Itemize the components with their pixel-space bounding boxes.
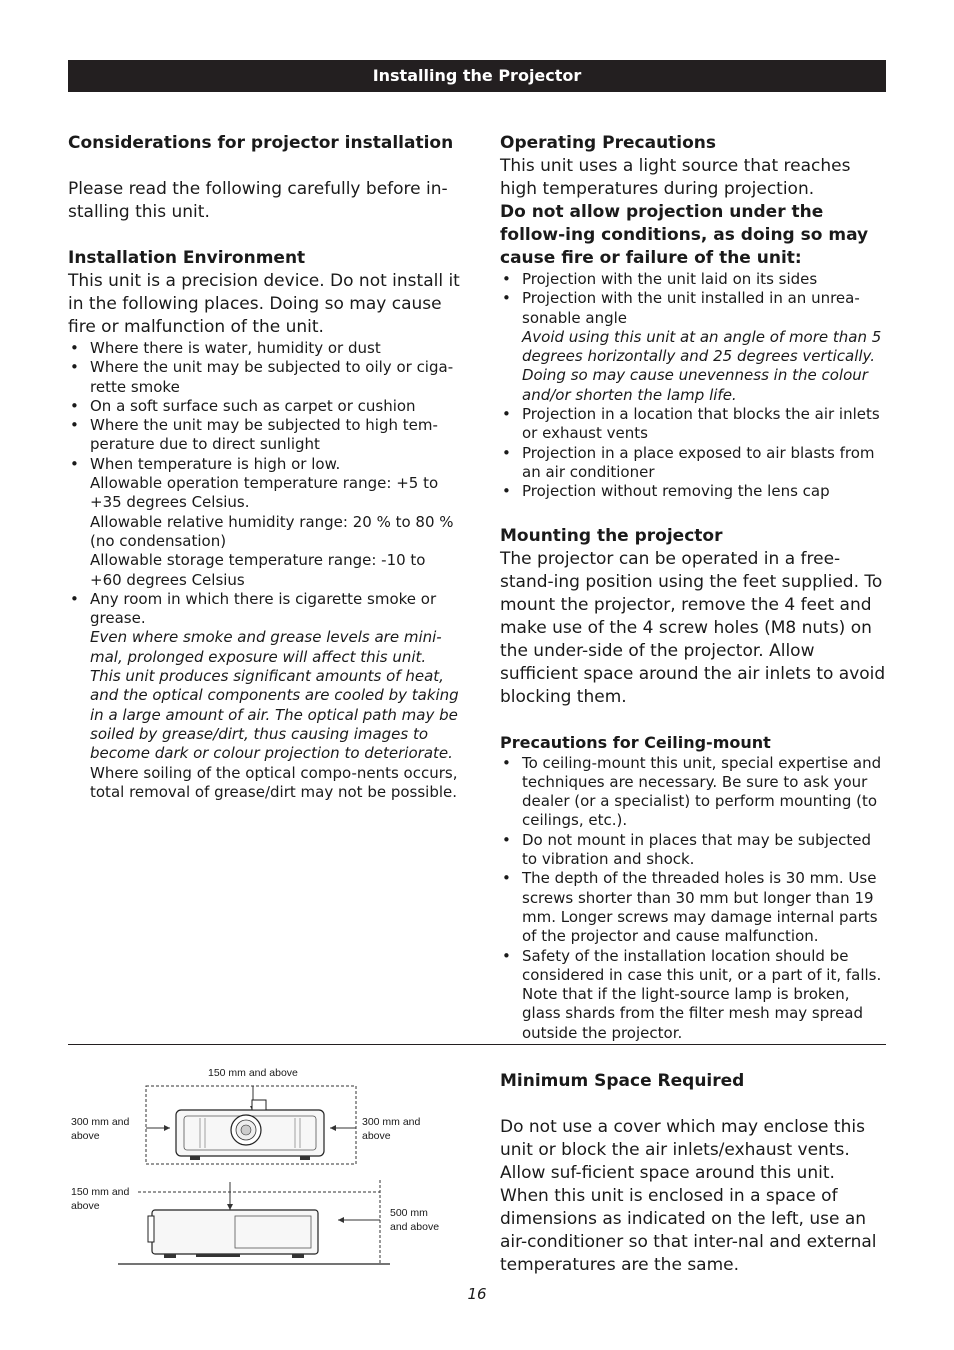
left-column [68,132,460,802]
left-arrow-head [164,1125,170,1131]
space-section [500,1070,886,1277]
list-item: • Where the unit may be subjected to oily or ciga-rette smoke [68,358,460,397]
considerations-title: Considerations for projector installation [68,133,454,153]
right-arrow-head [330,1125,336,1131]
list-item: • Projection in a place exposed to air blasts from an air conditioner [500,444,886,483]
top-clearance-label: 150 mm and above [208,1067,298,1079]
list-item: • To ceiling-mount this unit, special expertise and techniques are necessary. Be sure to ask your dealer (or a specialist) to perform mounting (to ceilings, etc.). [500,754,886,831]
environment-list [68,339,460,802]
list-item: • When temperature is high or low. Allowable operation temperature range: +5 to +35 degrees Celsius. Allowable relative humidity range: 20 % to 80 % (no condensation) Allowable storage temperature range: -10 to +60 degrees Celsius [68,455,460,590]
operating-intro: This unit uses a light source that reaches high temperatures during projection. [500,156,851,199]
considerations-intro: Please read the following carefully before in-stalling this unit. [68,179,448,222]
projector-side-lens [148,1216,154,1242]
side-right-arrow-head [338,1217,344,1223]
angle-warning: Avoid using this unit at an angle of more than 5 degrees horizontally and 25 degrees vertically. Doing so may cause unevenness in the colour and/or shorten the lamp life. [522,327,882,404]
clearance-diagram-svg [60,1060,460,1270]
operating-warning: Do not allow projection under the follow-ing conditions, as doing so may cause fire or failure of the unit: [500,202,869,268]
ceiling-title: Precautions for Ceiling-mount [500,732,771,752]
side-right-clearance-label-1: 500 mm [390,1207,428,1219]
temp-operation: Allowable operation temperature range: +5 to +35 degrees Celsius. [90,474,439,512]
section-title: Installing the Projector [372,66,582,85]
right-column [500,132,886,1043]
list-item: • Projection with the unit laid on its sides [500,270,886,289]
projector-foot-right [300,1156,310,1160]
projector-top-vent [252,1100,266,1110]
list-item: • Where the unit may be subjected to high tem-perature due to direct sunlight [68,416,460,455]
list-item: • The depth of the threaded holes is 30 mm. Use screws shorter than 30 mm but longer than 19 mm. Longer screws may damage internal parts of the projector and cause malfunction. [500,869,886,946]
list-item: • Projection with the unit installed in an unrea-sonable angle Avoid using this unit at an angle of more than 5 degrees horizontally and 25 degrees vertically. Doing so may cause unevenness in the colour and/or shorten the lamp life. [500,289,886,405]
section-divider [68,1044,886,1045]
right-clearance-label-2: above [362,1130,391,1142]
operating-list [500,270,886,502]
operating-title: Operating Precautions [500,133,717,153]
projector-foot-left [190,1156,200,1160]
side-top-clearance-label-1: 150 mm and [71,1186,130,1198]
space-title: Minimum Space Required [500,1071,745,1091]
list-item: • Where there is water, humidity or dust [68,339,460,358]
page-number: 16 [467,1285,487,1303]
smoke-warning-italic: Even where smoke and grease levels are mini-mal, prolonged exposure will affect this unit. This unit produces significant amounts of heat, and the optical components are cooled by taking in a large amount of air. The optical path may be soiled by grease/dirt, thus causing images to become dark or colour projection to deteriorate. [90,628,459,763]
space-text: Do not use a cover which may enclose this unit or block the air inlets/exhaust vents. Allow suf-ficient space around this unit. When this unit is enclosed in a space of dimensions as indicated on the left, use an air-conditioner so that inter-nal and external temperatures are the same. [500,1117,877,1275]
list-item: • Safety of the installation location should be considered in case this unit, or a part of it, falls. Note that if the light-source lamp is broken, glass shards from the filter mesh may spread outside the projector. [500,947,886,1043]
side-top-arrow-head [227,1204,233,1210]
section-header [68,60,886,92]
temp-storage: Allowable storage temperature range: -10 to +60 degrees Celsius [90,551,426,589]
temp-humidity: Allowable relative humidity range: 20 % to 80 % (no condensation) [90,512,454,550]
right-clearance-label-1: 300 mm and [362,1116,421,1128]
left-clearance-label-2: above [71,1130,100,1142]
mounting-title: Mounting the projector [500,525,723,546]
mounting-text: The projector can be operated in a free-stand-ing position using the feet supplied. To mount the projector, remove the 4 feet and make use of the 4 screw holes (M8 nuts) on the under-side of the projector. Allow sufficient space around the air inlets to avoid blocking them. [500,548,886,707]
side-right-clearance-label-2: and above [390,1221,440,1233]
left-clearance-label-1: 300 mm and [71,1116,130,1128]
environment-intro: This unit is a precision device. Do not install it in the following places. Doing so may cause fire or malfunction of the unit. [68,271,460,337]
clearance-diagram [60,1060,460,1270]
environment-title: Installation Environment [68,248,306,268]
list-item: • Do not mount in places that may be subjected to vibration and shock. [500,831,886,870]
smoke-warning-text: Where soiling of the optical compo-nents occurs, total removal of grease/dirt may not be possible. [90,763,458,801]
projector-lens-inner [241,1125,251,1135]
list-item: • Any room in which there is cigarette smoke or grease. Even where smoke and grease levels are mini-mal, prolonged exposure will affect this unit. This unit produces significant amounts of heat, and the optical components are cooled by taking in a large amount of air. The optical path may be soiled by grease/dirt, thus causing images to become dark or colour projection to deteriorate. Where soiling of the optical compo-nents occurs, total removal of grease/dirt may not be possible. [68,590,460,802]
list-item: • Projection in a location that blocks the air inlets or exhaust vents [500,405,886,444]
list-item: • Projection without removing the lens cap [500,482,886,501]
list-item: • On a soft surface such as carpet or cushion [68,397,460,416]
ceiling-list [500,754,886,1043]
side-top-clearance-label-2: above [71,1200,100,1212]
